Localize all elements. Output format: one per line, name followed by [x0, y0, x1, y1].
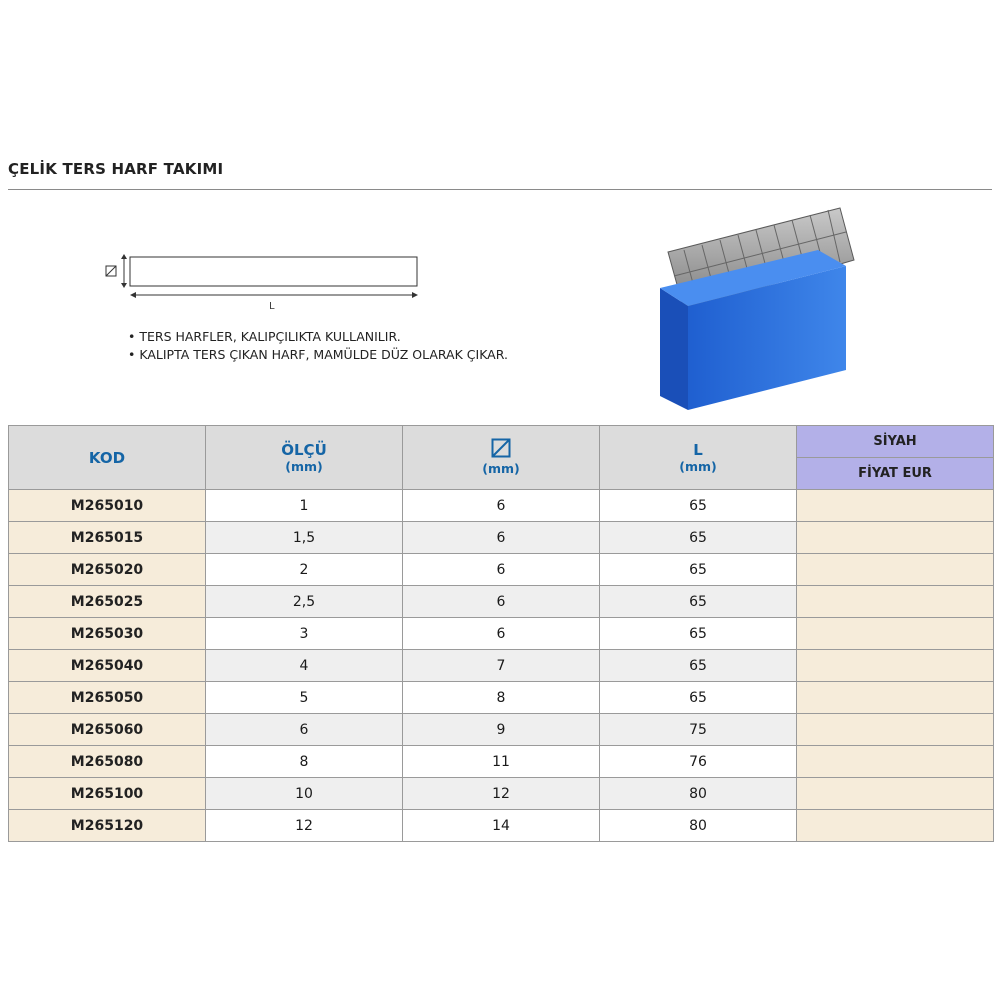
table-row: [9, 714, 994, 746]
header-olcu-label: ÖLÇÜ: [281, 440, 327, 459]
cell-price: [797, 522, 994, 554]
table-row: [9, 618, 994, 650]
cell-kod: M265030: [9, 618, 206, 650]
table-row: [9, 778, 994, 810]
cell-price: [797, 778, 994, 810]
bar-outline: [130, 257, 417, 286]
cell-square: 14: [403, 810, 600, 842]
cell-price: [797, 618, 994, 650]
cell-price: [797, 650, 994, 682]
cell-kod: M265015: [9, 522, 206, 554]
header-l: [600, 426, 797, 490]
length-label: L: [269, 301, 275, 312]
cell-olcu: 1: [206, 490, 403, 522]
cell-price: [797, 810, 994, 842]
title-divider: [8, 189, 992, 190]
cell-olcu: 6: [206, 714, 403, 746]
cell-price: [797, 554, 994, 586]
cell-l: 80: [600, 810, 797, 842]
cell-price: [797, 714, 994, 746]
cell-price: [797, 682, 994, 714]
cell-square: 8: [403, 682, 600, 714]
header-square: [403, 426, 600, 490]
product-image: [640, 200, 880, 415]
header-l-unit: (mm): [679, 458, 717, 474]
cell-l: 80: [600, 778, 797, 810]
cell-olcu: 5: [206, 682, 403, 714]
cell-kod: M265010: [9, 490, 206, 522]
table-row: [9, 490, 994, 522]
cell-price: [797, 746, 994, 778]
cell-square: 7: [403, 650, 600, 682]
cell-price: [797, 490, 994, 522]
table-row: [9, 746, 994, 778]
cell-l: 65: [600, 490, 797, 522]
cell-olcu: 1,5: [206, 522, 403, 554]
header-olcu-unit: (mm): [285, 458, 323, 474]
header-olcu: [206, 426, 403, 490]
cell-square: 6: [403, 586, 600, 618]
dimension-diagram: [100, 246, 430, 316]
cell-kod: M265080: [9, 746, 206, 778]
notes-list: [128, 328, 508, 364]
table-row: [9, 522, 994, 554]
square-section-icon: [491, 438, 511, 458]
page-title: ÇELİK TERS HARF TAKIMI: [8, 160, 224, 178]
cell-kod: M265060: [9, 714, 206, 746]
table-row: [9, 554, 994, 586]
note-item: • KALIPTA TERS ÇIKAN HARF, MAMÜLDE DÜZ OLARAK ÇIKAR.: [128, 347, 508, 362]
cell-l: 65: [600, 650, 797, 682]
cell-olcu: 2: [206, 554, 403, 586]
note-item: • TERS HARFLER, KALIPÇILIKTA KULLANILIR.: [128, 329, 401, 344]
square-section-icon: [106, 266, 116, 276]
cell-l: 65: [600, 522, 797, 554]
cell-l: 75: [600, 714, 797, 746]
cell-olcu: 3: [206, 618, 403, 650]
cell-kod: M265040: [9, 650, 206, 682]
table-row: [9, 586, 994, 618]
cell-l: 65: [600, 586, 797, 618]
header-kod: [9, 426, 206, 490]
cell-l: 65: [600, 618, 797, 650]
cell-olcu: 4: [206, 650, 403, 682]
cell-square: 9: [403, 714, 600, 746]
cell-square: 12: [403, 778, 600, 810]
spec-table: [8, 425, 994, 842]
cell-olcu: 2,5: [206, 586, 403, 618]
cell-l: 65: [600, 554, 797, 586]
cell-square: 11: [403, 746, 600, 778]
header-square-unit: (mm): [482, 461, 520, 476]
cell-kod: M265020: [9, 554, 206, 586]
header-fiyat: FİYAT EUR: [797, 458, 994, 490]
cell-l: 65: [600, 682, 797, 714]
cell-kod: M265025: [9, 586, 206, 618]
header-l-label: L: [693, 440, 703, 459]
table-row: [9, 650, 994, 682]
cell-kod: M265120: [9, 810, 206, 842]
cell-square: 6: [403, 554, 600, 586]
cell-olcu: 10: [206, 778, 403, 810]
table-row: [9, 682, 994, 714]
cell-olcu: 12: [206, 810, 403, 842]
cell-kod: M265100: [9, 778, 206, 810]
header-siyah: SİYAH: [797, 426, 994, 458]
cell-kod: M265050: [9, 682, 206, 714]
cell-square: 6: [403, 522, 600, 554]
header-kod-label: KOD: [88, 448, 126, 467]
cell-square: 6: [403, 490, 600, 522]
cell-square: 6: [403, 618, 600, 650]
cell-l: 76: [600, 746, 797, 778]
cell-olcu: 8: [206, 746, 403, 778]
table-row: [9, 810, 994, 842]
cell-price: [797, 586, 994, 618]
